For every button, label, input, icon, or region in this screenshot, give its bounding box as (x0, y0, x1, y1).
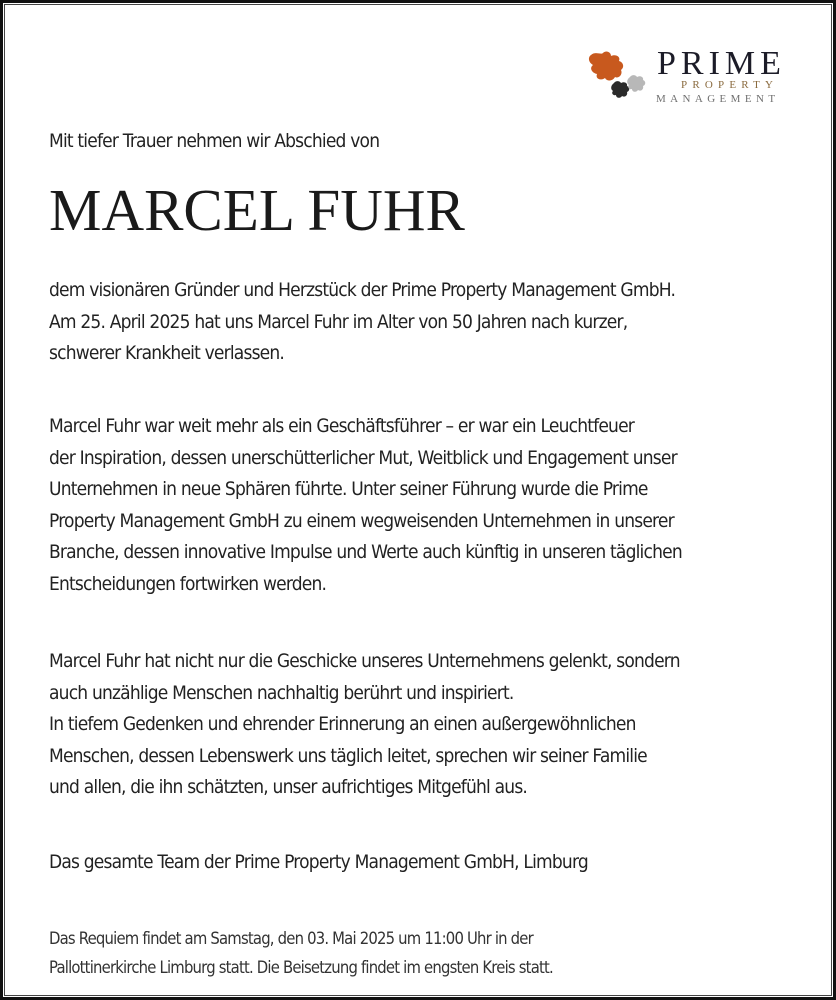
paragraph-line: Unternehmen in neue Sphären führte. Unter seiner Führung wurde die Prime (49, 478, 648, 500)
signature: Das gesamte Team der Prime Property Management GmbH, Limburg (49, 851, 588, 873)
paragraph-line: auch unzählige Menschen nachhaltig berührt und inspiriert. (49, 681, 514, 704)
paragraph-1 (49, 275, 675, 370)
company-logo (585, 45, 817, 113)
paragraph-line: Marcel Fuhr war weit mehr als ein Geschäftsführer – er war ein Leuchtfeuer (49, 415, 635, 437)
logo-property-text: PROPERTY (681, 79, 779, 91)
paragraph-line: Marcel Fuhr hat nicht nur die Geschicke unseres Unternehmens gelenkt, sondern (49, 650, 680, 672)
paragraph-line: In tiefem Gedenken und ehrender Erinnerung an einen außergewöhnlichen (49, 713, 636, 735)
paragraph-3 (49, 646, 680, 804)
puzzle-pieces-icon (585, 49, 655, 105)
logo-management-text: MANAGEMENT (656, 93, 780, 105)
paragraph-line: der Inspiration, dessen unerschütterlicher Mut, Weitblick und Engagement unser (49, 446, 677, 469)
paragraph-line: Menschen, dessen Lebenswerk uns täglich leitet, sprechen wir seiner Familie (49, 744, 647, 767)
paragraph-line: dem visionären Gründer und Herzstück der Prime Property Management GmbH. (49, 279, 676, 301)
funeral-details-line: Das Requiem findet am Samstag, den 03. Mai 2025 um 11:00 Uhr in der (49, 929, 533, 948)
logo-prime-text: PRIME (657, 45, 786, 82)
paragraph-line: Am 25. April 2025 hat uns Marcel Fuhr im Alter von 50 Jahren nach kurzer, (49, 310, 628, 333)
paragraph-line: Branche, dessen innovative Impulse und Werte auch künftig in unseren täglichen (49, 541, 682, 563)
funeral-details-line: Pallottinerkirche Limburg statt. Die Beisetzung findet im engsten Kreis statt. (49, 958, 553, 977)
intro-text: Mit tiefer Trauer nehmen wir Abschied von (49, 130, 380, 152)
paragraph-line: und allen, die ihn schätzten, unser aufrichtiges Mitgefühl aus. (49, 776, 528, 798)
paragraph-line: Property Management GmbH zu einem wegweisenden Unternehmen in unserer (49, 509, 674, 532)
obituary-notice (4, 4, 832, 996)
funeral-details (49, 924, 553, 982)
paragraph-line: Entscheidungen fortwirken werden. (49, 572, 327, 595)
deceased-name: MARCEL FUHR (49, 177, 465, 243)
paragraph-2 (49, 411, 682, 600)
paragraph-line: schwerer Krankheit verlassen. (49, 342, 285, 364)
